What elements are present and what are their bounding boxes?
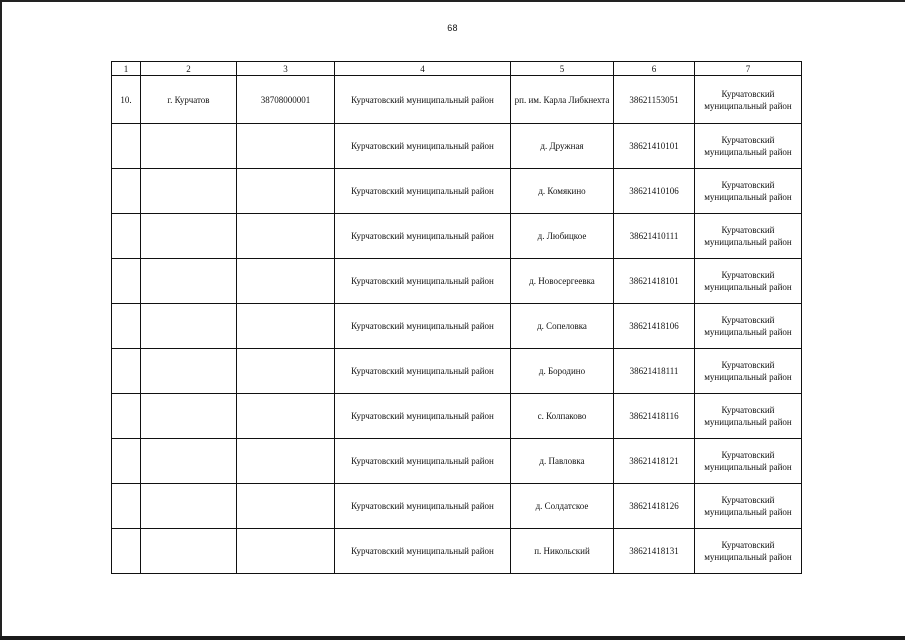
cell-row-number xyxy=(112,169,141,214)
cell-city xyxy=(141,439,237,484)
cell-row-number xyxy=(112,439,141,484)
cell-settlement-code: 38621418106 xyxy=(614,304,695,349)
column-header-7: 7 xyxy=(695,62,802,76)
cell-row-number xyxy=(112,349,141,394)
cell-settlement-district: Курчатовский муниципальный район xyxy=(695,394,802,439)
cell-settlement: д. Сопеловка xyxy=(511,304,614,349)
cell-settlement-district: Курчатовский муниципальный район xyxy=(695,124,802,169)
cell-settlement-code: 38621410106 xyxy=(614,169,695,214)
cell-city xyxy=(141,394,237,439)
cell-district: Курчатовский муниципальный район xyxy=(335,124,511,169)
cell-city xyxy=(141,124,237,169)
cell-settlement-district: Курчатовский муниципальный район xyxy=(695,439,802,484)
cell-settlement-district: Курчатовский муниципальный район xyxy=(695,484,802,529)
header-row xyxy=(112,62,802,76)
cell-settlement: д. Любицкое xyxy=(511,214,614,259)
column-header-6: 6 xyxy=(614,62,695,76)
table-row xyxy=(112,169,802,214)
cell-settlement-district: Курчатовский муниципальный район xyxy=(695,349,802,394)
column-header-5: 5 xyxy=(511,62,614,76)
cell-district: Курчатовский муниципальный район xyxy=(335,529,511,574)
page-number: 68 xyxy=(447,23,458,33)
scan-edge-left xyxy=(0,0,2,640)
cell-settlement-code: 38621418111 xyxy=(614,349,695,394)
cell-settlement: рп. им. Карла Либкнехта xyxy=(511,76,614,124)
cell-city-code: 38708000001 xyxy=(237,76,335,124)
cell-city-code xyxy=(237,214,335,259)
cell-city xyxy=(141,349,237,394)
cell-settlement-code: 38621418101 xyxy=(614,259,695,304)
cell-settlement-code: 38621418121 xyxy=(614,439,695,484)
cell-settlement-code: 38621418131 xyxy=(614,529,695,574)
cell-city-code xyxy=(237,394,335,439)
cell-city-code xyxy=(237,124,335,169)
column-header-2: 2 xyxy=(141,62,237,76)
cell-settlement: д. Солдатское xyxy=(511,484,614,529)
cell-row-number xyxy=(112,259,141,304)
column-header-4: 4 xyxy=(335,62,511,76)
cell-row-number xyxy=(112,394,141,439)
cell-row-number xyxy=(112,214,141,259)
cell-row-number xyxy=(112,484,141,529)
cell-city-code xyxy=(237,259,335,304)
table-row xyxy=(112,124,802,169)
cell-row-number xyxy=(112,304,141,349)
table-row xyxy=(112,349,802,394)
table-row xyxy=(112,259,802,304)
cell-settlement-code: 38621153051 xyxy=(614,76,695,124)
cell-city xyxy=(141,259,237,304)
table-row xyxy=(112,529,802,574)
cell-settlement-district: Курчатовский муниципальный район xyxy=(695,529,802,574)
cell-city: г. Курчатов xyxy=(141,76,237,124)
cell-city-code xyxy=(237,439,335,484)
cell-district: Курчатовский муниципальный район xyxy=(335,214,511,259)
cell-settlement-code: 38621410111 xyxy=(614,214,695,259)
table-body xyxy=(112,76,802,574)
cell-settlement: д. Дружная xyxy=(511,124,614,169)
cell-settlement-district: Курчатовский муниципальный район xyxy=(695,169,802,214)
cell-settlement-district: Курчатовский муниципальный район xyxy=(695,76,802,124)
cell-district: Курчатовский муниципальный район xyxy=(335,439,511,484)
cell-settlement-district: Курчатовский муниципальный район xyxy=(695,304,802,349)
cell-settlement-code: 38621418116 xyxy=(614,394,695,439)
cell-district: Курчатовский муниципальный район xyxy=(335,484,511,529)
cell-district: Курчатовский муниципальный район xyxy=(335,259,511,304)
cell-city xyxy=(141,214,237,259)
cell-district: Курчатовский муниципальный район xyxy=(335,304,511,349)
cell-settlement-code: 38621418126 xyxy=(614,484,695,529)
cell-row-number xyxy=(112,529,141,574)
cell-district: Курчатовский муниципальный район xyxy=(335,169,511,214)
table-row xyxy=(112,214,802,259)
cell-city xyxy=(141,529,237,574)
column-header-1: 1 xyxy=(112,62,141,76)
table-row xyxy=(112,484,802,529)
table-header xyxy=(112,62,802,76)
cell-row-number xyxy=(112,124,141,169)
table-row xyxy=(112,304,802,349)
cell-city xyxy=(141,169,237,214)
cell-settlement: с. Колпаково xyxy=(511,394,614,439)
cell-city-code xyxy=(237,349,335,394)
cell-settlement: д. Комякино xyxy=(511,169,614,214)
cell-district: Курчатовский муниципальный район xyxy=(335,349,511,394)
table-row xyxy=(112,76,802,124)
cell-city xyxy=(141,484,237,529)
cell-city-code xyxy=(237,169,335,214)
cell-settlement: п. Никольский xyxy=(511,529,614,574)
table-row xyxy=(112,394,802,439)
table-row xyxy=(112,439,802,484)
cell-row-number: 10. xyxy=(112,76,141,124)
cell-settlement-district: Курчатовский муниципальный район xyxy=(695,259,802,304)
cell-city-code xyxy=(237,529,335,574)
cell-settlement: д. Павловка xyxy=(511,439,614,484)
cell-city-code xyxy=(237,484,335,529)
cell-settlement: д. Новосергеевка xyxy=(511,259,614,304)
cell-settlement-district: Курчатовский муниципальный район xyxy=(695,214,802,259)
cell-district: Курчатовский муниципальный район xyxy=(335,394,511,439)
cell-city-code xyxy=(237,304,335,349)
cell-district: Курчатовский муниципальный район xyxy=(335,76,511,124)
scan-edge-top xyxy=(0,0,905,2)
cell-city xyxy=(141,304,237,349)
register-table xyxy=(111,61,802,574)
scan-edge-bottom xyxy=(0,636,905,640)
cell-settlement-code: 38621410101 xyxy=(614,124,695,169)
cell-settlement: д. Бородино xyxy=(511,349,614,394)
column-header-3: 3 xyxy=(237,62,335,76)
